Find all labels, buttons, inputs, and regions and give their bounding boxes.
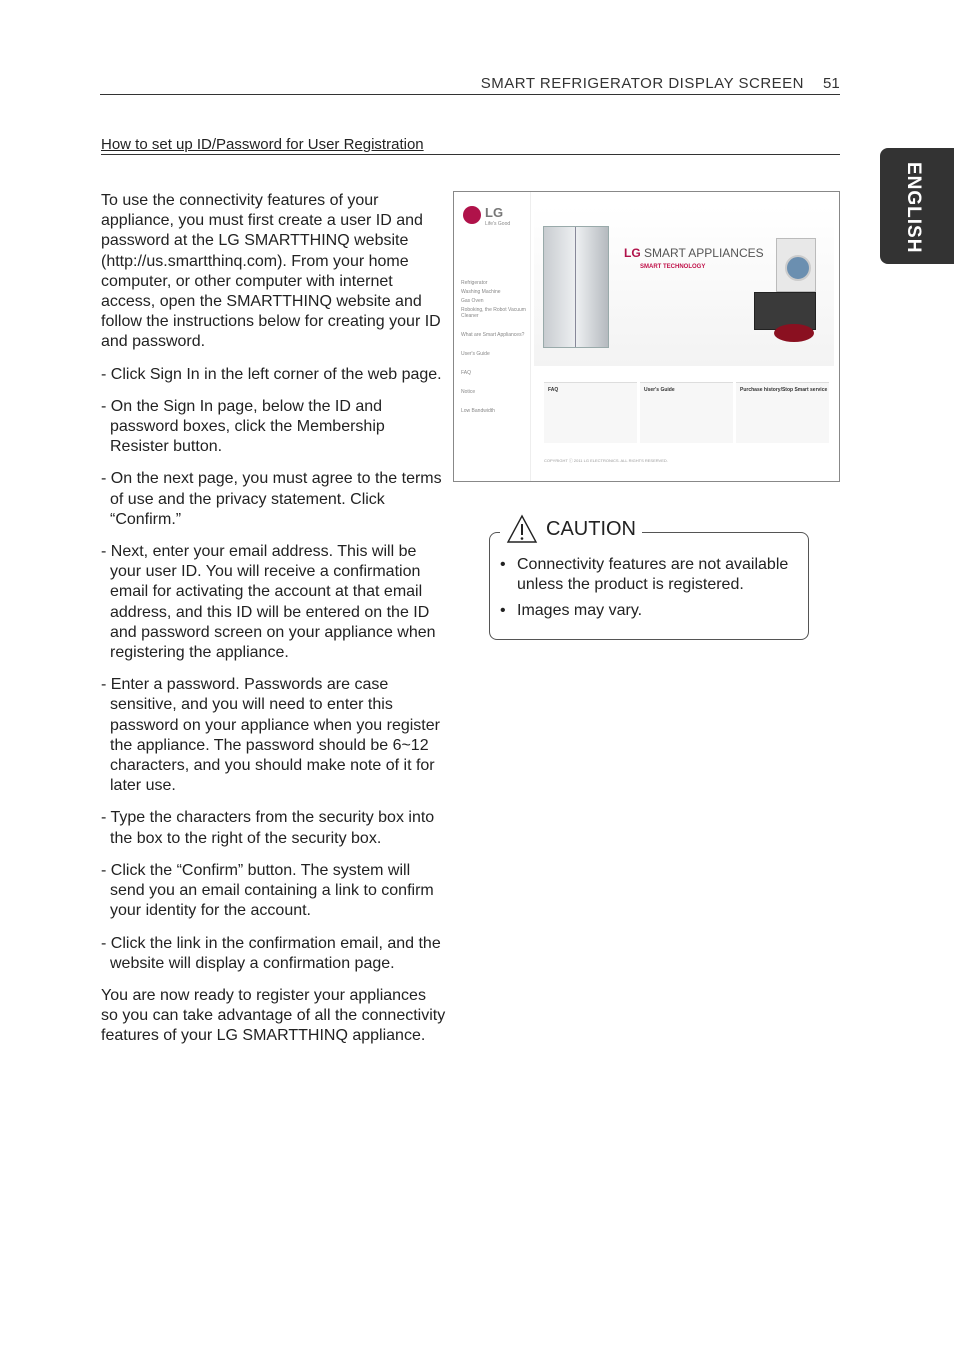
lg-logo-text: LG <box>485 205 504 220</box>
nav-item: Washing Machine <box>461 289 501 295</box>
running-header: SMART REFRIGERATOR DISPLAY SCREEN <box>480 75 804 92</box>
caution-list <box>500 555 800 628</box>
step-7: - Click the “Confirm” button. The system will send you an email containing a link to confirm your identity for the account. <box>101 861 434 920</box>
robot-vacuum-image <box>774 324 814 342</box>
nav-item: Gas Oven <box>461 298 484 304</box>
caution-header <box>500 512 642 546</box>
step-2: - On the Sign In page, below the ID and password boxes, click the Membership Resister button. <box>101 397 385 456</box>
language-tab <box>880 148 954 264</box>
step-6: - Type the characters from the security box into the box to the right of the security box. <box>101 809 435 847</box>
step-8: - Click the link in the confirmation email, and the website will display a confirmation page. <box>101 934 441 972</box>
refrigerator-image <box>543 226 609 348</box>
nav-item: Roboking, the Robot Vacuum Cleaner <box>461 307 526 319</box>
nav-item: Refrigerator <box>461 280 488 286</box>
caution-label: CAUTION <box>546 517 636 540</box>
warning-triangle-icon <box>506 514 538 544</box>
closing-paragraph: You are now ready to register your appliances so you can take advantage of all the connectivity features of your LG SMARTTHINQ appliance. <box>101 986 446 1045</box>
step-4: - Next, enter your email address. This will be your user ID. You will receive a confirmation email for activating the account at that email address, and this ID will be entered on the ID and password screen on your appliance when registering the appliance. <box>101 543 436 662</box>
screenshot-footer: COPYRIGHT ⓒ 2011 LG ELECTRONICS. ALL RIGHTS RESERVED. <box>544 458 668 463</box>
washer-image <box>776 238 816 292</box>
caution-item: • Connectivity features are not available unless the product is registered. <box>500 555 800 595</box>
step-1: - Click Sign In in the left corner of the web page. <box>101 365 442 383</box>
instructions-column <box>101 191 447 1059</box>
card-purchase-history: Purchase history/Stop Smart service <box>736 382 829 443</box>
step-5: - Enter a password. Passwords are case sensitive, and you will need to enter this password on your appliance when you register the appliance. The password should be 6~12 characters, and you should make note of it for later use. <box>101 676 440 795</box>
lg-logo-icon <box>463 206 481 224</box>
screenshot-sidebar <box>454 192 531 481</box>
banner-title: LG SMART APPLIANCES <box>624 246 764 260</box>
card-faq: FAQ <box>544 382 637 443</box>
screenshot-cards <box>544 382 830 442</box>
nav-item: Notice <box>461 389 476 395</box>
caution-item: • Images may vary. <box>500 601 800 621</box>
step-3: - On the next page, you must agree to the terms of use and the privacy statement. Click “Confirm.” <box>101 470 442 528</box>
website-screenshot <box>453 191 840 482</box>
nav-item: FAQ <box>461 370 472 376</box>
language-tab-label: ENGLISH <box>903 162 924 254</box>
intro-paragraph: To use the connectivity features of your appliance, you must first create a user ID and password at the LG SMARTTHINQ website (http://us.smartthinq.com). From your home computer, or other computer with internet access, open the SMARTTHINQ website and follow the instructions below for creating your ID and password. <box>101 192 441 351</box>
header-rule <box>100 94 840 95</box>
caution-box <box>489 532 809 640</box>
page-number: 51 <box>823 75 840 92</box>
nav-item: What are Smart Appliances? <box>461 332 525 338</box>
section-title: How to set up ID/Password for User Registration <box>101 136 840 155</box>
tagline: Life's Good <box>485 221 511 227</box>
banner-subtitle: SMART TECHNOLOGY <box>640 264 706 270</box>
nav-item: Low Bandwidth <box>461 408 495 414</box>
card-users-guide: User's Guide <box>640 382 733 443</box>
nav-item: User's Guide <box>461 351 490 357</box>
